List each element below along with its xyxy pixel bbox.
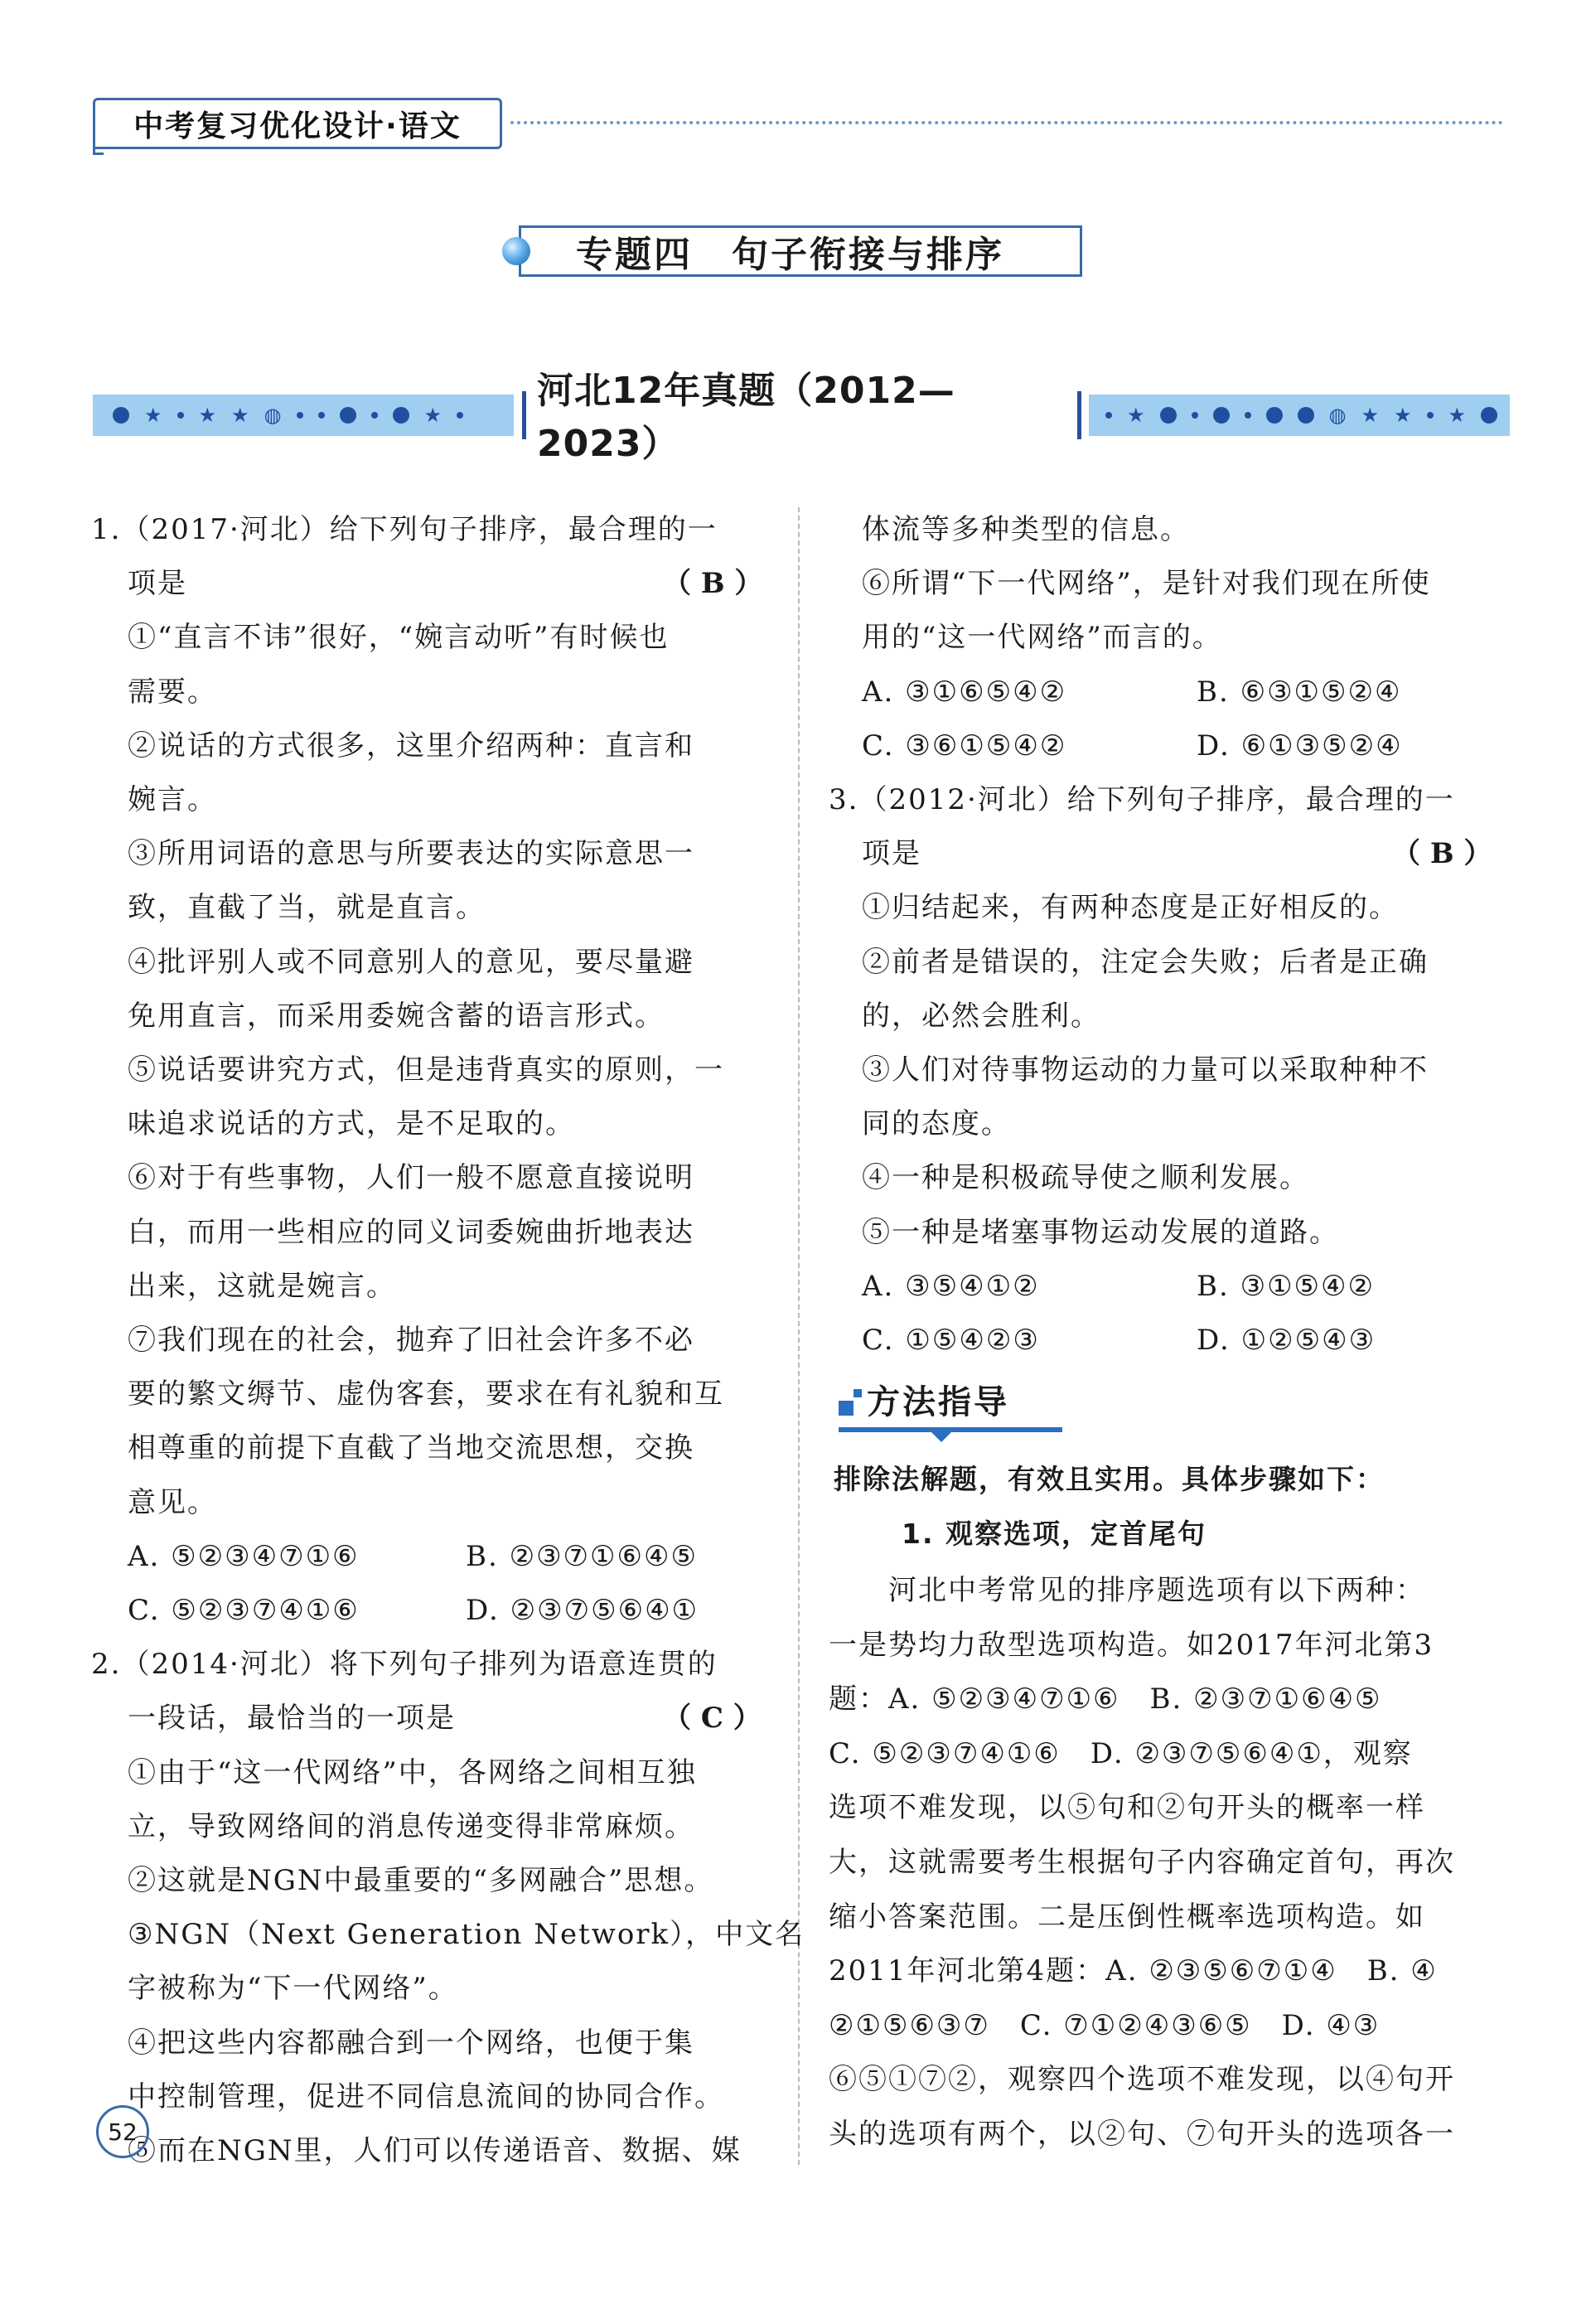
banner-decoration-right: ★ ◍ ★ ★ ★ xyxy=(1089,395,1510,436)
method-text-line: C. ⑤②③⑦④①⑥ D. ②③⑦⑤⑥④①，观察 xyxy=(829,1736,1413,1770)
method-step-1: 1. 观察选项，定首尾句 xyxy=(902,1518,1207,1550)
text-line: ⑥所谓“下一代网络”，是针对我们现在所使 xyxy=(862,567,1431,601)
text-line: 味追求说话的方式，是不足取的。 xyxy=(128,1107,575,1141)
answer-label: （ B ） xyxy=(663,567,763,601)
method-text-line: ⑥⑤①⑦②，观察四个选项不难发现，以④句开 xyxy=(829,2063,1455,2097)
text-line: 用的“这一代网络”而言的。 xyxy=(862,621,1222,655)
text-line: ④一种是积极疏导使之顺利发展。 xyxy=(862,1161,1309,1195)
text-line: 出来，这就是婉言。 xyxy=(128,1269,396,1303)
text-line: 需要。 xyxy=(128,675,217,709)
method-pointer-icon xyxy=(931,1432,951,1442)
text-line: 一段话，最恰当的一项是 xyxy=(128,1702,456,1736)
text-line: ②说话的方式很多，这里介绍两种：直言和 xyxy=(128,729,694,763)
text-line: ①由于“这一代网络”中，各网络之间相互独 xyxy=(128,1755,697,1789)
globe-ball-icon xyxy=(502,237,530,265)
option-text: B. ②③⑦①⑥④⑤ xyxy=(466,1539,698,1573)
option-text: B. ③①⑤④② xyxy=(1197,1269,1376,1303)
text-line: ⑤说话要讲究方式，但是违背真实的原则，一 xyxy=(128,1053,724,1087)
text-line: 要的繁文缛节、虚伪客套，要求在有礼貌和互 xyxy=(128,1377,724,1411)
page-number: 52 xyxy=(96,2105,149,2158)
method-intro: 排除法解题，有效且实用。具体步骤如下： xyxy=(834,1463,1385,1495)
text-line: 中控制管理，促进不同信息流间的协同合作。 xyxy=(128,2079,724,2113)
text-line: ②前者是错误的，注定会失败；后者是正确 xyxy=(862,945,1429,979)
text-line: 相尊重的前提下直截了当地交流思想，交换 xyxy=(128,1431,694,1465)
text-line: 同的态度。 xyxy=(862,1107,1011,1141)
text-line: ①归结起来，有两种态度是正好相反的。 xyxy=(862,891,1399,925)
method-text-line: ②①⑤⑥③⑦ C. ⑦①②④③⑥⑤ D. ④③ xyxy=(829,2008,1381,2042)
text-line: ⑤一种是堵塞事物运动发展的道路。 xyxy=(862,1215,1339,1249)
text-line: 婉言。 xyxy=(128,783,217,816)
method-text-line: 大，这就需要考生根据句子内容确定首句，再次 xyxy=(829,1846,1455,1879)
method-title: 方法指导 xyxy=(867,1383,1009,1421)
text-line: ⑥对于有些事物，人们一般不愿意直接说明 xyxy=(128,1161,694,1195)
method-text-line: 河北中考常见的排序题选项有以下两种： xyxy=(829,1574,1425,1607)
text-line: 1.（2017·河北）给下列句子排序，最合理的一 xyxy=(91,513,718,546)
option-text: B. ⑥③①⑤②④ xyxy=(1197,675,1402,709)
text-line: 的，必然会胜利。 xyxy=(862,999,1100,1033)
method-text-line: 题：A. ⑤②③④⑦①⑥ B. ②③⑦①⑥④⑤ xyxy=(829,1682,1382,1716)
text-line: 项是 xyxy=(862,837,921,871)
text-line: 字被称为“下一代网络”。 xyxy=(128,1972,458,2006)
text-line: ④把这些内容都融合到一个网络，也便于集 xyxy=(128,2026,694,2060)
method-text-line: 2011年河北第4题：A. ②③⑤⑥⑦①④ B. ④ xyxy=(829,1954,1438,1988)
method-square-icon xyxy=(839,1401,854,1416)
text-line: A. ③⑤④①② xyxy=(862,1269,1040,1303)
method-text-line: 一是势均力敌型选项构造。如2017年河北第3 xyxy=(829,1628,1434,1662)
option-text: D. ①②⑤④③ xyxy=(1197,1324,1376,1357)
option-text: D. ②③⑦⑤⑥④① xyxy=(466,1594,699,1627)
text-line: 意见。 xyxy=(128,1485,217,1519)
text-line: 项是 xyxy=(128,567,187,601)
text-line: C. ③⑥①⑤④② xyxy=(862,729,1067,763)
answer-label: （ C ） xyxy=(663,1702,762,1736)
text-line: 致，直截了当，就是直言。 xyxy=(128,891,486,925)
text-line: 2.（2014·河北）将下列句子排列为语意连贯的 xyxy=(91,1648,718,1682)
text-line: C. ①⑤④②③ xyxy=(862,1324,1040,1357)
text-line: ③NGN（Next Generation Network），中文名 xyxy=(128,1918,805,1952)
text-line: ④批评别人或不同意别人的意见，要尽量避 xyxy=(128,945,694,979)
method-small-square-icon xyxy=(854,1389,862,1397)
option-text: D. ⑥①③⑤②④ xyxy=(1197,729,1403,763)
banner-decoration-left: ★ ★ ★ ◍ ★ xyxy=(93,395,514,436)
text-line: ②这就是NGN中最重要的“多网融合”思想。 xyxy=(128,1864,714,1897)
text-line: 体流等多种类型的信息。 xyxy=(862,513,1190,546)
text-line: A. ③①⑥⑤④② xyxy=(862,675,1067,709)
answer-label: （ B ） xyxy=(1392,837,1492,871)
text-line: C. ⑤②③⑦④①⑥ xyxy=(128,1594,360,1627)
text-line: 免用直言，而采用委婉含蓄的语言形式。 xyxy=(128,999,665,1033)
text-line: ③所用词语的意思与所要表达的实际意思一 xyxy=(128,837,694,871)
text-line: ③人们对待事物运动的力量可以采取种种不 xyxy=(862,1053,1429,1087)
method-text-line: 缩小答案范围。二是压倒性概率选项构造。如 xyxy=(829,1900,1425,1934)
text-line: 立，导致网络间的消息传递变得非常麻烦。 xyxy=(128,1809,694,1843)
method-text-line: 选项不难发现，以⑤句和②句开头的概率一样 xyxy=(829,1791,1425,1825)
banner-bar-right xyxy=(1077,391,1081,439)
text-line: ⑤而在NGN里，人们可以传递语音、数据、媒 xyxy=(128,2134,742,2167)
text-line: A. ⑤②③④⑦①⑥ xyxy=(128,1539,360,1573)
method-text-line: 头的选项有两个，以②句、⑦句开头的选项各一 xyxy=(829,2118,1455,2151)
text-line: 白，而用一些相应的同义词委婉曲折地表达 xyxy=(128,1215,694,1249)
text-line: 3.（2012·河北）给下列句子排序，最合理的一 xyxy=(829,783,1455,816)
text-line: ①“直言不讳”很好，“婉言动听”有时候也 xyxy=(128,621,670,655)
topic-title: 专题四 句子衔接与排序 xyxy=(519,225,1082,277)
header-dotted-rule xyxy=(510,121,1503,124)
text-line: ⑦我们现在的社会，抛弃了旧社会许多不必 xyxy=(128,1324,694,1357)
banner-bar-left xyxy=(522,391,526,439)
banner-title: 河北12年真题（2012—2023） xyxy=(537,370,955,465)
book-title: 中考复习优化设计·语文 xyxy=(93,98,502,149)
